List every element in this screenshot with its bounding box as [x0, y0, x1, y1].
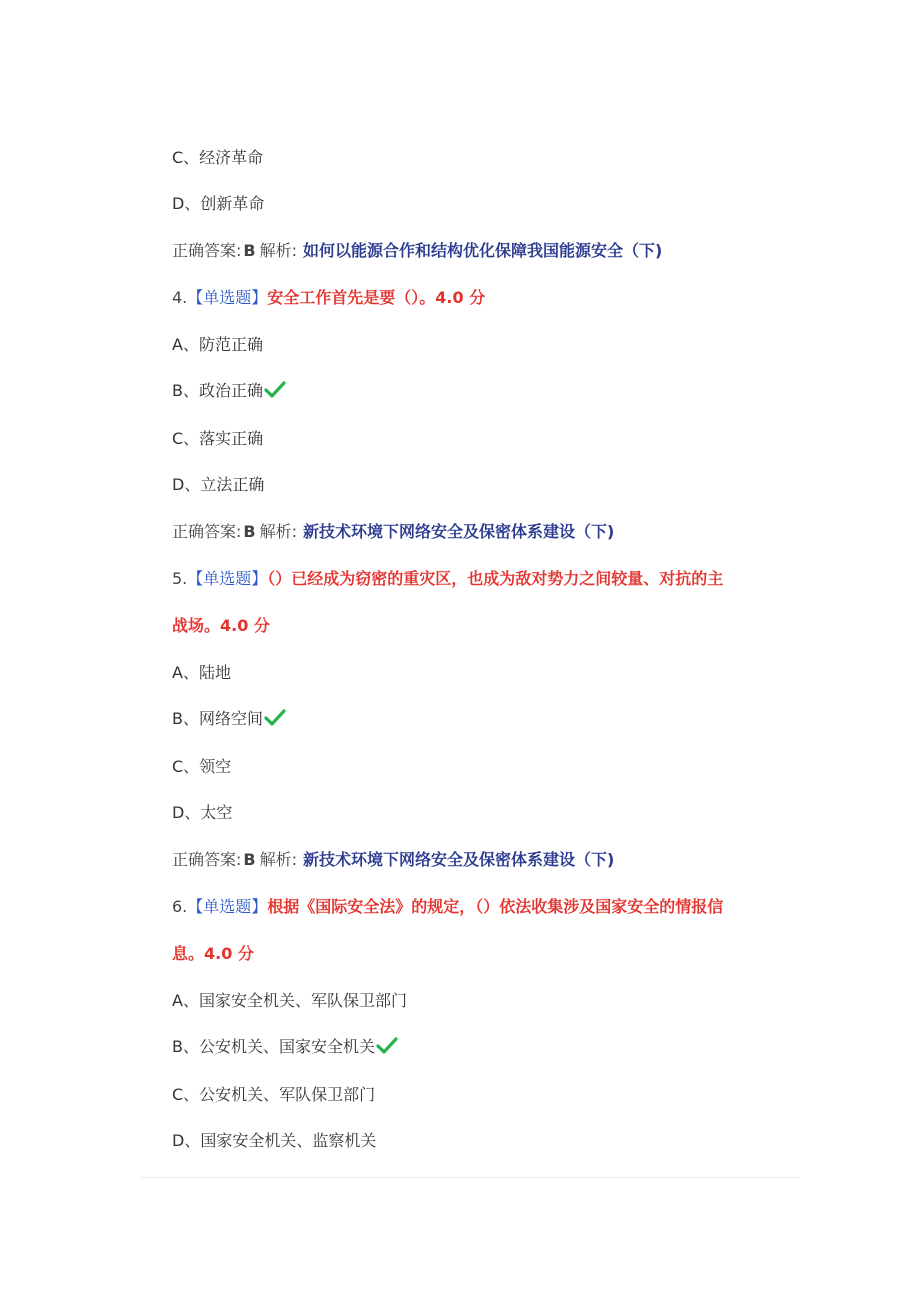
explain-label: 解析: — [259, 522, 298, 541]
question-type: 【单选题】 — [187, 569, 268, 588]
question-text: 根据《国际安全法》的规定，（）依法收集涉及国家安全的情报信 — [267, 897, 724, 916]
option-q5-b: B、网络空间 — [172, 708, 286, 730]
option-q3-c: C、经济革命 — [172, 148, 264, 167]
option-q4-c: C、落实正确 — [172, 429, 264, 448]
question-title-q4 — [172, 287, 485, 309]
option-q4-a: A、防范正确 — [172, 335, 263, 354]
question-type: 【单选题】 — [187, 897, 268, 916]
option-q4-b: B、政治正确 — [172, 380, 286, 402]
explain-label: 解析: — [259, 241, 298, 260]
answer-row-q3 — [172, 240, 662, 262]
option-q5-a: A、陆地 — [172, 663, 231, 682]
answer-label: 正确答案: — [172, 241, 242, 260]
explain-label: 解析: — [259, 850, 298, 869]
checkmark-icon — [264, 709, 286, 727]
question-title-q6 — [172, 896, 723, 918]
question-type: 【单选题】 — [187, 288, 268, 307]
question-text-cont-q6: 息。4.0 分 — [172, 944, 254, 963]
answer-letter: B — [243, 522, 256, 541]
option-q3-d: D、创新革命 — [172, 194, 265, 213]
answer-letter: B — [243, 850, 256, 869]
checkmark-icon — [376, 1037, 398, 1055]
question-number: 5. — [172, 569, 188, 588]
question-text: 安全工作首先是要（）。4.0 分 — [267, 288, 486, 307]
option-q5-c: C、领空 — [172, 757, 232, 776]
question-number: 4. — [172, 288, 188, 307]
answer-label: 正确答案: — [172, 522, 242, 541]
divider — [140, 1177, 800, 1178]
answer-row-q4 — [172, 521, 614, 543]
checkmark-icon — [264, 381, 286, 399]
question-title-q5 — [172, 568, 723, 590]
answer-label: 正确答案: — [172, 850, 242, 869]
option-q5-d: D、太空 — [172, 803, 233, 822]
option-q6-d: D、国家安全机关、监察机关 — [172, 1131, 377, 1150]
question-text: （）已经成为窃密的重灾区，也成为敌对势力之间较量、对抗的主 — [267, 569, 724, 588]
explanation-text: 新技术环境下网络安全及保密体系建设（下) — [303, 522, 615, 541]
option-q6-c: C、公安机关、军队保卫部门 — [172, 1085, 376, 1104]
option-q6-a: A、国家安全机关、军队保卫部门 — [172, 991, 407, 1010]
option-q4-d: D、立法正确 — [172, 475, 265, 494]
answer-letter: B — [243, 241, 256, 260]
question-text-cont-q5: 战场。4.0 分 — [172, 616, 270, 635]
question-number: 6. — [172, 897, 188, 916]
option-q6-b: B、公安机关、国家安全机关 — [172, 1036, 398, 1058]
explanation-text: 如何以能源合作和结构优化保障我国能源安全（下) — [303, 241, 663, 260]
explanation-text: 新技术环境下网络安全及保密体系建设（下) — [303, 850, 615, 869]
answer-row-q5 — [172, 849, 614, 871]
